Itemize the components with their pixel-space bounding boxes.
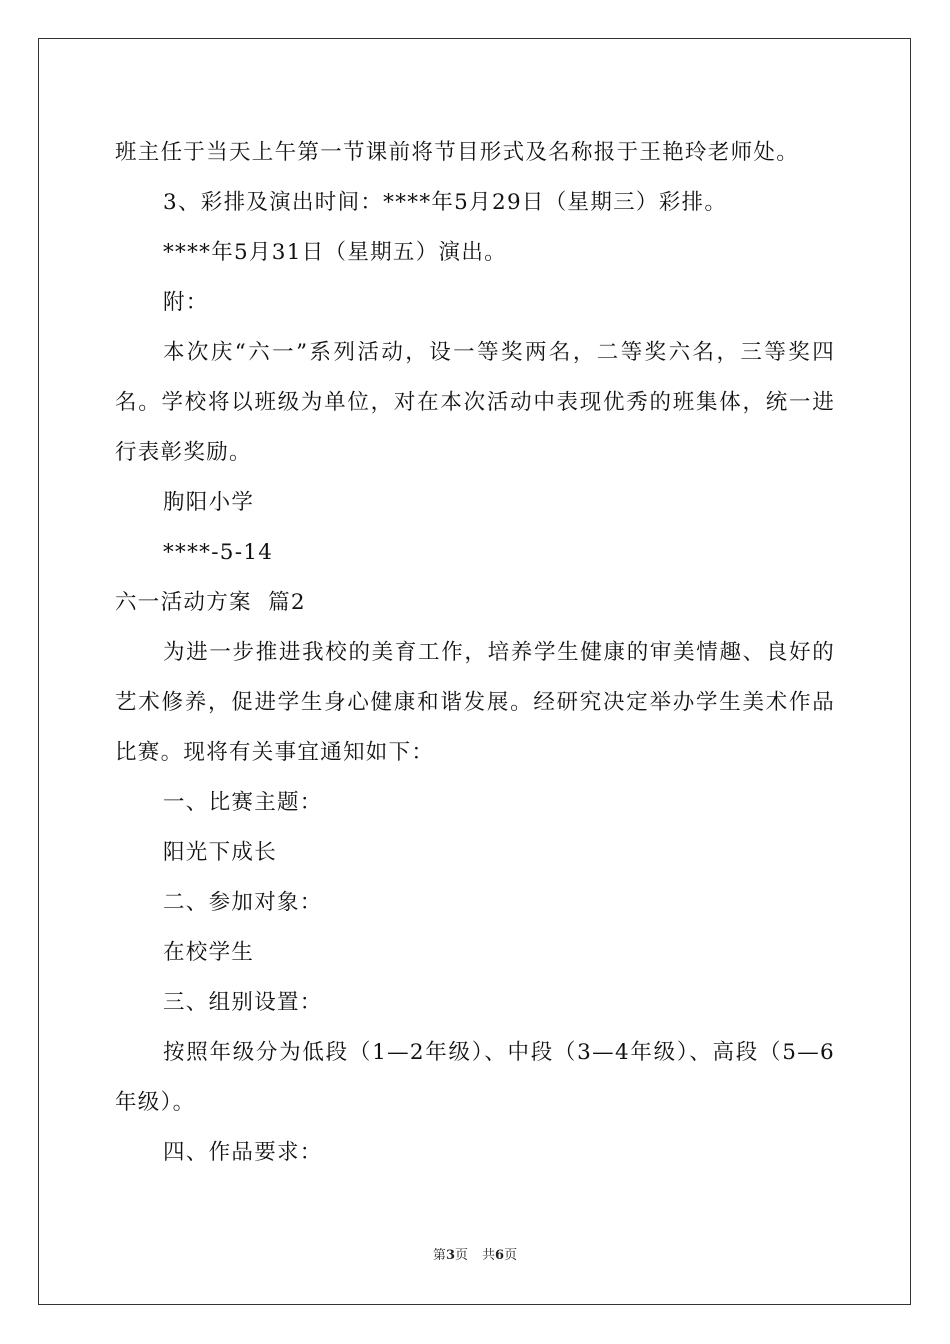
footer-total-pages: 6: [495, 1248, 505, 1263]
document-body: [115, 128, 835, 1178]
page-footer: [0, 1246, 950, 1266]
section-paragraph-4: 二、参加对象：: [163, 890, 323, 915]
paragraph-5: 本次庆“六一”系列活动，设一等奖两名，二等奖六名，三等奖四名。学校将以班级为单位，对在本次活动中表现优秀的班集体，统一进行表彰奖励。: [115, 340, 835, 465]
paragraph-2: 3、彩排及演出时间：****年5月29日（星期三）彩排。: [163, 190, 728, 215]
section-paragraph-7: 按照年级分为低段（1—2年级）、中段（3—4年级）、高段（5—6年级）。: [115, 1040, 835, 1115]
paragraph-7: ****-5-14: [163, 540, 274, 565]
section-paragraph-2: 一、比赛主题：: [163, 790, 323, 815]
section-paragraph-5: 在校学生: [163, 940, 255, 965]
footer-total-suffix: 页: [504, 1248, 518, 1263]
footer-total-prefix: 共: [482, 1248, 496, 1263]
section-paragraph-1: 为进一步推进我校的美育工作，培养学生健康的审美情趣、良好的艺术修养，促进学生身心健康和谐发展。经研究决定举办学生美术作品比赛。现将有关事宜通知如下：: [115, 640, 835, 765]
section-paragraph-3: 阳光下成长: [163, 840, 278, 865]
footer-prefix: 第: [432, 1248, 446, 1263]
footer-page-suffix: 页: [454, 1248, 468, 1263]
paragraph-3: ****年5月31日（星期五）演出。: [163, 240, 507, 265]
section-paragraph-8: 四、作品要求：: [163, 1140, 323, 1165]
section-title: 六一活动方案 篇2: [115, 590, 306, 615]
paragraph-1: 班主任于当天上午第一节课前将节目形式及名称报于王艳玲老师处。: [115, 140, 800, 165]
section-paragraph-6: 三、组别设置：: [163, 990, 323, 1015]
paragraph-4: 附：: [163, 290, 209, 315]
paragraph-6: 朐阳小学: [163, 490, 255, 515]
footer-current-page: 3: [445, 1248, 455, 1263]
